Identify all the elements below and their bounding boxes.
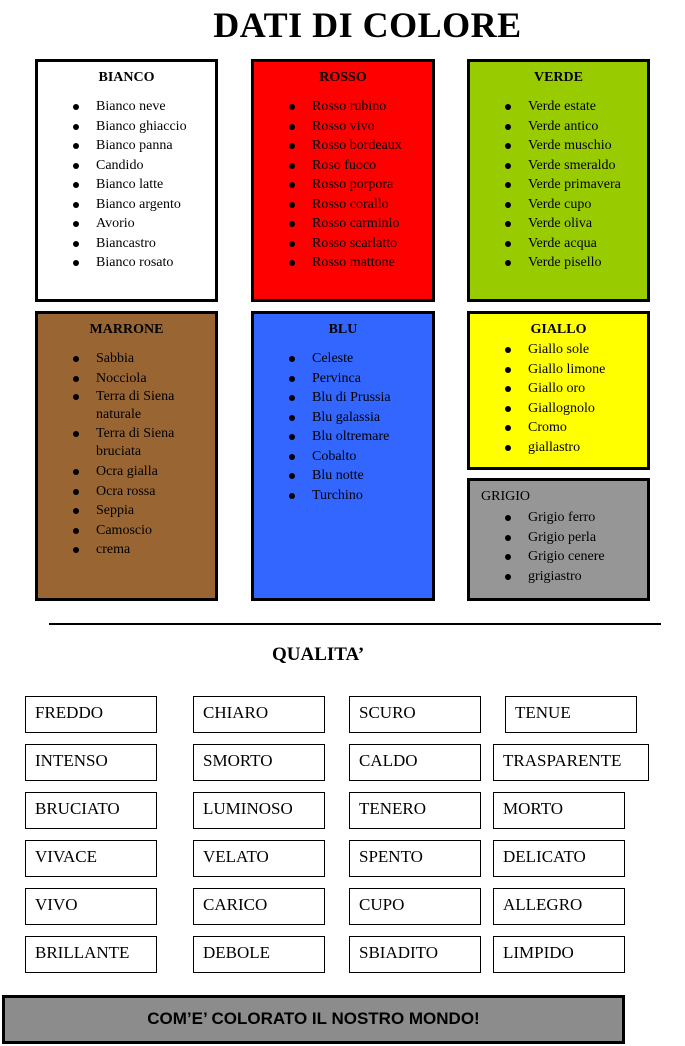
- list-item: Terra di Siena naturale: [96, 388, 195, 425]
- list-item: Bianco panna: [96, 136, 215, 156]
- box-rosso: [251, 59, 435, 302]
- quality-box: LIMPIDO: [493, 936, 625, 973]
- quality-box: BRILLANTE: [25, 936, 157, 973]
- list-item: Bianco latte: [96, 175, 215, 195]
- list-item: Celeste: [312, 349, 432, 369]
- box-blu-list: [254, 349, 432, 505]
- list-item: Biancastro: [96, 234, 215, 254]
- box-marrone-heading: MARRONE: [89, 322, 164, 337]
- qualita-title: QUALITA’: [272, 644, 365, 665]
- list-item: Giallo sole: [528, 340, 647, 360]
- list-item: Bianco rosato: [96, 253, 215, 273]
- box-rosso-list: [254, 97, 432, 273]
- list-item: Grigio ferro: [528, 508, 647, 528]
- list-item: Verde antico: [528, 117, 647, 137]
- list-item: Giallognolo: [528, 399, 647, 419]
- list-item: Seppia: [96, 501, 195, 521]
- list-item: Blu di Prussia: [312, 388, 432, 408]
- list-item: Blu oltremare: [312, 427, 432, 447]
- list-item: Cromo: [528, 418, 647, 438]
- divider: [49, 623, 661, 625]
- list-item: Grigio perla: [528, 528, 647, 548]
- box-blu-heading: BLU: [328, 322, 358, 337]
- list-item: Roso fuoco: [312, 156, 432, 176]
- quality-box: TENUE: [505, 696, 637, 733]
- quality-box: INTENSO: [25, 744, 157, 781]
- list-item: Bianco argento: [96, 195, 215, 215]
- box-grigio: [467, 478, 650, 601]
- box-giallo-heading: GIALLO: [530, 322, 587, 337]
- list-item: Verde pisello: [528, 253, 647, 273]
- list-item: Turchino: [312, 486, 432, 506]
- quality-box: SBIADITO: [349, 936, 481, 973]
- list-item: Verde primavera: [528, 175, 647, 195]
- box-verde-heading: VERDE: [533, 70, 583, 85]
- list-item: Blu notte: [312, 466, 432, 486]
- quality-box: BRUCIATO: [25, 792, 157, 829]
- list-item: Rosso scarlatto: [312, 234, 432, 254]
- box-giallo: [467, 311, 650, 470]
- box-bianco: [35, 59, 218, 302]
- box-marrone: [35, 311, 218, 601]
- list-item: Rosso corallo: [312, 195, 432, 215]
- list-item: Bianco ghiaccio: [96, 117, 215, 137]
- quality-box: TENERO: [349, 792, 481, 829]
- list-item: Nocciola: [96, 369, 195, 389]
- quality-box: DEBOLE: [193, 936, 325, 973]
- quality-box: LUMINOSO: [193, 792, 325, 829]
- box-verde: [467, 59, 650, 302]
- quality-box: CALDO: [349, 744, 481, 781]
- list-item: Rosso rubino: [312, 97, 432, 117]
- quality-box: CARICO: [193, 888, 325, 925]
- quality-box: VIVACE: [25, 840, 157, 877]
- list-item: Rosso bordeaux: [312, 136, 432, 156]
- footer-banner: COM’E’ COLORATO IL NOSTRO MONDO!: [2, 995, 625, 1044]
- list-item: Ocra gialla: [96, 462, 195, 482]
- box-bianco-list: [38, 97, 215, 273]
- box-giallo-list: [470, 340, 647, 457]
- box-blu: [251, 311, 435, 601]
- list-item: Cobalto: [312, 447, 432, 467]
- list-item: Sabbia: [96, 349, 195, 369]
- list-item: Grigio cenere: [528, 547, 647, 567]
- list-item: Ocra rossa: [96, 482, 195, 502]
- box-marrone-list: [38, 349, 215, 560]
- list-item: grigiastro: [528, 567, 647, 587]
- quality-box: SPENTO: [349, 840, 481, 877]
- quality-box: CUPO: [349, 888, 481, 925]
- list-item: Verde oliva: [528, 214, 647, 234]
- box-bianco-heading: BIANCO: [98, 70, 155, 85]
- page-title: DATI DI COLORE: [213, 5, 522, 45]
- list-item: Rosso porpora: [312, 175, 432, 195]
- quality-box: SCURO: [349, 696, 481, 733]
- list-item: Giallo limone: [528, 360, 647, 380]
- quality-box: ALLEGRO: [493, 888, 625, 925]
- list-item: crema: [96, 540, 195, 560]
- box-verde-list: [470, 97, 647, 273]
- quality-box: VIVO: [25, 888, 157, 925]
- quality-box: CHIARO: [193, 696, 325, 733]
- quality-box: DELICATO: [493, 840, 625, 877]
- list-item: Verde estate: [528, 97, 647, 117]
- quality-box: FREDDO: [25, 696, 157, 733]
- list-item: Rosso vivo: [312, 117, 432, 137]
- quality-box: TRASPARENTE: [493, 744, 649, 781]
- list-item: Camoscio: [96, 521, 195, 541]
- quality-box: VELATO: [193, 840, 325, 877]
- list-item: Avorio: [96, 214, 215, 234]
- list-item: Verde acqua: [528, 234, 647, 254]
- list-item: Giallo oro: [528, 379, 647, 399]
- box-grigio-heading: GRIGIO: [481, 489, 530, 504]
- list-item: Pervinca: [312, 369, 432, 389]
- list-item: Bianco neve: [96, 97, 215, 117]
- list-item: Blu galassia: [312, 408, 432, 428]
- quality-box: MORTO: [493, 792, 625, 829]
- list-item: giallastro: [528, 438, 647, 458]
- list-item: Verde cupo: [528, 195, 647, 215]
- list-item: Candido: [96, 156, 215, 176]
- box-grigio-list: [470, 508, 647, 586]
- list-item: Verde muschio: [528, 136, 647, 156]
- list-item: Rosso carminio: [312, 214, 432, 234]
- list-item: Terra di Siena bruciata: [96, 425, 195, 462]
- box-rosso-heading: ROSSO: [319, 70, 367, 85]
- quality-box: SMORTO: [193, 744, 325, 781]
- list-item: Verde smeraldo: [528, 156, 647, 176]
- list-item: Rosso mattone: [312, 253, 432, 273]
